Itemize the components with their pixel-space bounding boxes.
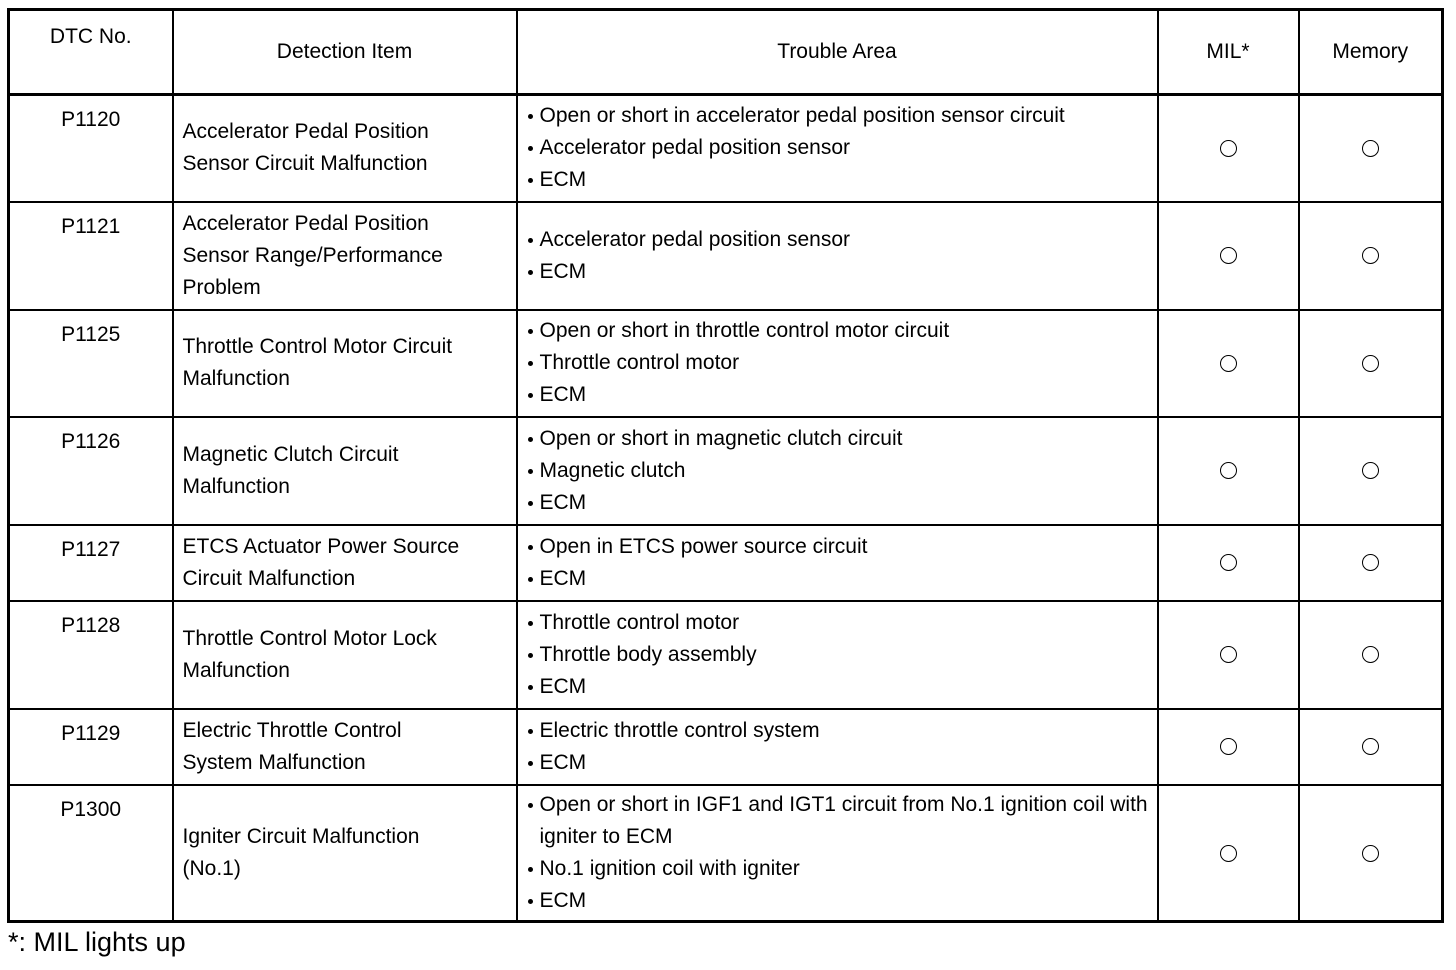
table-header [9, 10, 1443, 95]
header-row [9, 10, 1443, 95]
mil-circle-icon [1220, 738, 1237, 755]
trouble-area-item: ECM [526, 487, 1151, 519]
dtc-code: P1129 [9, 709, 173, 785]
trouble-area-item: ECM [526, 885, 1151, 917]
detection-item-line: Throttle Control Motor Circuit [182, 335, 453, 358]
dtc-code: P1125 [9, 310, 173, 417]
memory-circle-icon [1362, 845, 1379, 862]
trouble-area-list [526, 789, 1151, 917]
trouble-area-item: Throttle body assembly [526, 639, 1151, 671]
detection-item [173, 95, 517, 202]
dtc-code: P1120 [9, 95, 173, 202]
trouble-area [517, 601, 1158, 709]
trouble-area-list [526, 315, 1151, 411]
trouble-area [517, 785, 1158, 922]
trouble-area [517, 417, 1158, 525]
mil-cell [1158, 709, 1299, 785]
detection-item [173, 525, 517, 601]
trouble-area-item: Open or short in IGF1 and IGT1 circuit from No.1 ignition coil with igniter to ECM [526, 789, 1151, 853]
mil-circle-icon [1220, 462, 1237, 479]
dtc-code: P1127 [9, 525, 173, 601]
detection-item-line: Sensor Range/Performance [182, 243, 443, 267]
table-row [9, 417, 1443, 525]
trouble-area-item: ECM [526, 563, 1151, 595]
dtc-code: P1128 [9, 601, 173, 709]
memory-circle-icon [1362, 355, 1379, 372]
table-row [9, 310, 1443, 417]
dtc-table [7, 8, 1444, 923]
header-memory: Memory [1299, 10, 1443, 95]
trouble-area-item: Throttle control motor [526, 347, 1151, 379]
trouble-area [517, 525, 1158, 601]
trouble-area-list [526, 715, 1151, 779]
mil-cell [1158, 310, 1299, 417]
table-body [9, 95, 1443, 922]
mil-circle-icon [1220, 845, 1237, 862]
detection-item-line: Accelerator Pedal Position [182, 120, 429, 144]
memory-circle-icon [1362, 462, 1379, 479]
mil-circle-icon [1220, 140, 1237, 157]
detection-item-line: Electric Throttle Control [182, 718, 402, 742]
trouble-area-list [526, 607, 1151, 703]
trouble-area-item: Accelerator pedal position sensor [526, 132, 1151, 164]
mil-cell [1158, 417, 1299, 525]
header-detection-item: Detection Item [173, 10, 517, 95]
detection-item-line: (No.1) [182, 856, 241, 880]
footnote: *: MIL lights up [8, 927, 186, 957]
mil-circle-icon [1220, 646, 1237, 663]
detection-item-line: Magnetic Clutch Circuit [182, 442, 399, 466]
header-dtc-no: DTC No. [9, 10, 173, 95]
trouble-area [517, 95, 1158, 202]
trouble-area-item: Throttle control motor [526, 607, 1151, 639]
header-mil: MIL* [1158, 10, 1299, 95]
detection-item-line: Malfunction [182, 367, 290, 390]
mil-cell [1158, 95, 1299, 202]
detection-item [173, 601, 517, 709]
mil-cell [1158, 525, 1299, 601]
detection-item-line: Igniter Circuit Malfunction [182, 824, 420, 848]
table-row [9, 709, 1443, 785]
detection-item-line: System Malfunction [182, 750, 366, 774]
memory-circle-icon [1362, 247, 1379, 264]
detection-item-line: Accelerator Pedal Position [182, 211, 429, 235]
memory-cell [1299, 785, 1443, 922]
header-trouble-area: Trouble Area [517, 10, 1158, 95]
mil-circle-icon [1220, 355, 1237, 372]
mil-cell [1158, 601, 1299, 709]
trouble-area-list [526, 423, 1151, 519]
mil-cell [1158, 785, 1299, 922]
detection-item [173, 202, 517, 310]
trouble-area-item: ECM [526, 256, 1151, 288]
table-row [9, 601, 1443, 709]
trouble-area-item: Open or short in magnetic clutch circuit [526, 423, 1151, 455]
memory-circle-icon [1362, 554, 1379, 571]
trouble-area-item: Magnetic clutch [526, 455, 1151, 487]
table-row [9, 785, 1443, 922]
memory-circle-icon [1362, 646, 1379, 663]
trouble-area-list [526, 100, 1151, 196]
detection-item-line: Circuit Malfunction [182, 566, 356, 590]
trouble-area-item: ECM [526, 747, 1151, 779]
detection-item-line: Malfunction [182, 658, 290, 682]
detection-item [173, 709, 517, 785]
trouble-area [517, 202, 1158, 310]
trouble-area-item: ECM [526, 164, 1151, 196]
memory-cell [1299, 95, 1443, 202]
detection-item [173, 785, 517, 922]
memory-circle-icon [1362, 738, 1379, 755]
trouble-area [517, 709, 1158, 785]
table-row [9, 95, 1443, 202]
detection-item-line: Sensor Circuit Malfunction [182, 152, 428, 176]
mil-circle-icon [1220, 554, 1237, 571]
memory-cell [1299, 601, 1443, 709]
trouble-area-item: Open in ETCS power source circuit [526, 531, 1151, 563]
detection-item [173, 417, 517, 525]
detection-item-line: Malfunction [182, 474, 290, 498]
table-row [9, 202, 1443, 310]
memory-cell [1299, 709, 1443, 785]
trouble-area [517, 310, 1158, 417]
trouble-area-list [526, 531, 1151, 595]
trouble-area-item: Open or short in accelerator pedal position sensor circuit [526, 100, 1151, 132]
detection-item [173, 310, 517, 417]
dtc-code: P1126 [9, 417, 173, 525]
table-row [9, 525, 1443, 601]
memory-circle-icon [1362, 140, 1379, 157]
trouble-area-item: ECM [526, 671, 1151, 703]
mil-circle-icon [1220, 247, 1237, 264]
trouble-area-list [526, 224, 1151, 288]
dtc-code: P1300 [9, 785, 173, 922]
memory-cell [1299, 417, 1443, 525]
detection-item-line: Problem [182, 275, 261, 299]
trouble-area-item: Open or short in throttle control motor circuit [526, 315, 1151, 347]
detection-item-line: ETCS Actuator Power Source [182, 534, 460, 558]
dtc-code: P1121 [9, 202, 173, 310]
memory-cell [1299, 202, 1443, 310]
trouble-area-item: Electric throttle control system [526, 715, 1151, 747]
memory-cell [1299, 310, 1443, 417]
memory-cell [1299, 525, 1443, 601]
detection-item-line: Throttle Control Motor Lock [182, 626, 437, 650]
trouble-area-item: No.1 ignition coil with igniter [526, 853, 1151, 885]
trouble-area-item: ECM [526, 379, 1151, 411]
mil-cell [1158, 202, 1299, 310]
trouble-area-item: Accelerator pedal position sensor [526, 224, 1151, 256]
